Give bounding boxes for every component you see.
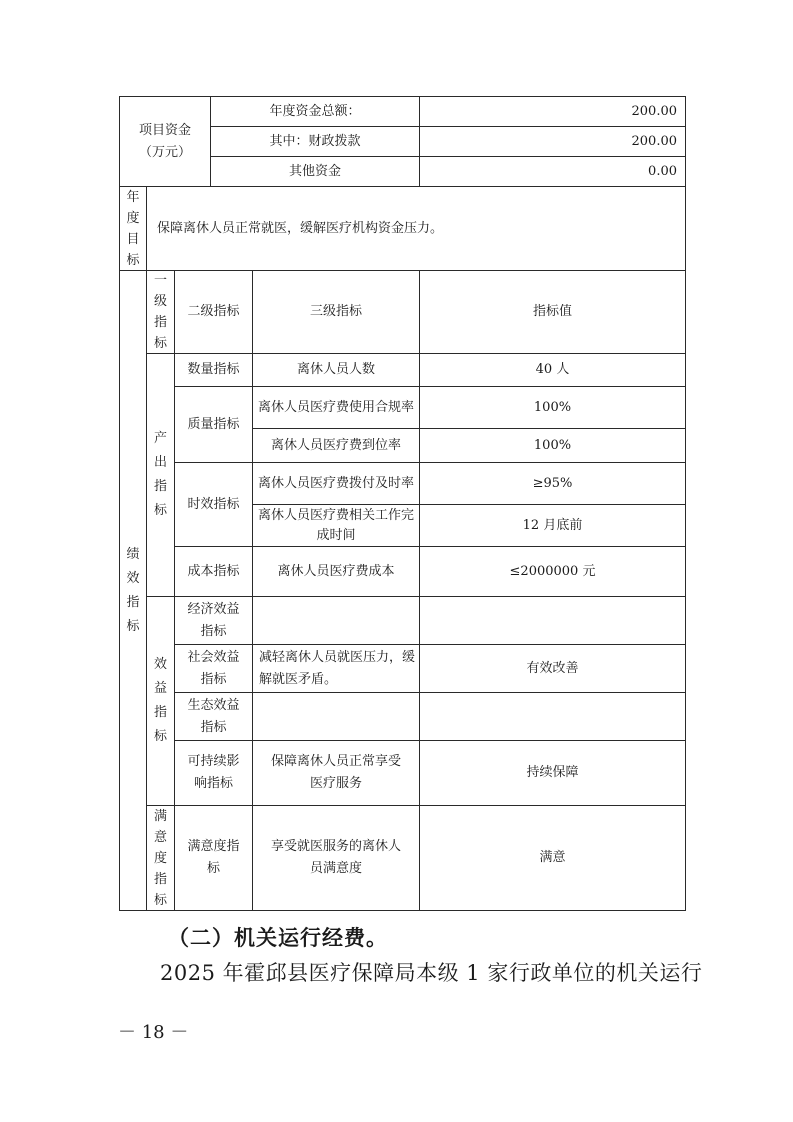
cost-label: 成本指标 <box>187 563 240 579</box>
economic-benefit-value <box>420 597 685 644</box>
funding-total-value: 200.00 <box>631 103 677 119</box>
sustainable-impact-label: 可持续影响指标 <box>187 754 240 791</box>
timeliness-value-1: ≥95% <box>532 475 573 491</box>
body-paragraph: 2025 年霍邱县医疗保障局本级 1 家行政单位的机关运行 <box>160 961 703 985</box>
satisfaction-item: 享受就医服务的离休人员满意度 <box>270 839 401 876</box>
section-heading: （二）机关运行经费。 <box>168 926 388 950</box>
economic-benefit-label: 经济效益指标 <box>187 601 240 639</box>
timeliness-item-2: 离休人员医疗费相关工作完成时间 <box>258 507 415 543</box>
quality-value-1: 100% <box>533 399 572 415</box>
satisfaction-level2: 满意度指标 <box>187 839 240 876</box>
quantity-item: 离休人员人数 <box>296 362 375 377</box>
header-value: 指标值 <box>532 304 572 319</box>
economic-benefit-item <box>253 597 419 644</box>
funding-total-label: 年度资金总额： <box>269 103 361 119</box>
social-benefit-item: 减轻离休人员就医压力，缓解就医矛盾。 <box>259 649 416 687</box>
satisfaction-value: 满意 <box>539 850 566 865</box>
timeliness-label: 时效指标 <box>187 496 240 512</box>
quantity-value: 40 人 <box>535 362 570 377</box>
cost-item: 离休人员医疗费成本 <box>277 563 395 579</box>
funding-fiscal-label: 其中：财政拨款 <box>269 133 361 149</box>
header-level3: 三级指标 <box>309 304 362 319</box>
satisfaction-label: 满意度指标 <box>153 808 167 908</box>
funding-fiscal-value: 200.00 <box>631 133 677 149</box>
page-number: － 18 － <box>118 1022 189 1043</box>
funding-other-label: 其他资金 <box>288 163 341 179</box>
quantity-label: 数量指标 <box>187 362 240 377</box>
quality-item-2: 离休人员医疗费到位率 <box>270 437 401 453</box>
header-level1: 一级指标 <box>153 273 167 351</box>
cost-value: ≤2000000 元 <box>509 563 596 579</box>
annual-goal-label: 年度目标 <box>126 189 140 268</box>
ecological-benefit-value <box>420 693 685 740</box>
social-benefit-label: 社会效益指标 <box>187 649 240 687</box>
quality-item-1: 离休人员医疗费使用合规率 <box>258 399 415 415</box>
performance-label: 绩效指标 <box>126 546 140 634</box>
sustainable-impact-item: 保障离休人员正常享受医疗服务 <box>270 754 401 791</box>
header-level2: 二级指标 <box>187 304 240 319</box>
quality-label: 质量指标 <box>187 416 240 432</box>
ecological-benefit-label: 生态效益指标 <box>187 697 240 735</box>
quality-value-2: 100% <box>533 437 572 453</box>
timeliness-item-1: 离休人员医疗费拨付及时率 <box>258 475 415 491</box>
funding-other-value: 0.00 <box>648 163 677 179</box>
sustainable-impact-value: 持续保障 <box>526 765 579 780</box>
social-benefit-value: 有效改善 <box>526 660 579 676</box>
output-label: 产出指标 <box>153 431 167 518</box>
annual-goal-text: 保障离休人员正常就医，缓解医疗机构资金压力。 <box>157 220 444 236</box>
ecological-benefit-item <box>253 693 419 740</box>
funding-group-label: 项目资金（万元） <box>138 122 191 160</box>
benefit-label: 效益指标 <box>153 657 167 744</box>
timeliness-value-2: 12 月底前 <box>522 517 583 533</box>
